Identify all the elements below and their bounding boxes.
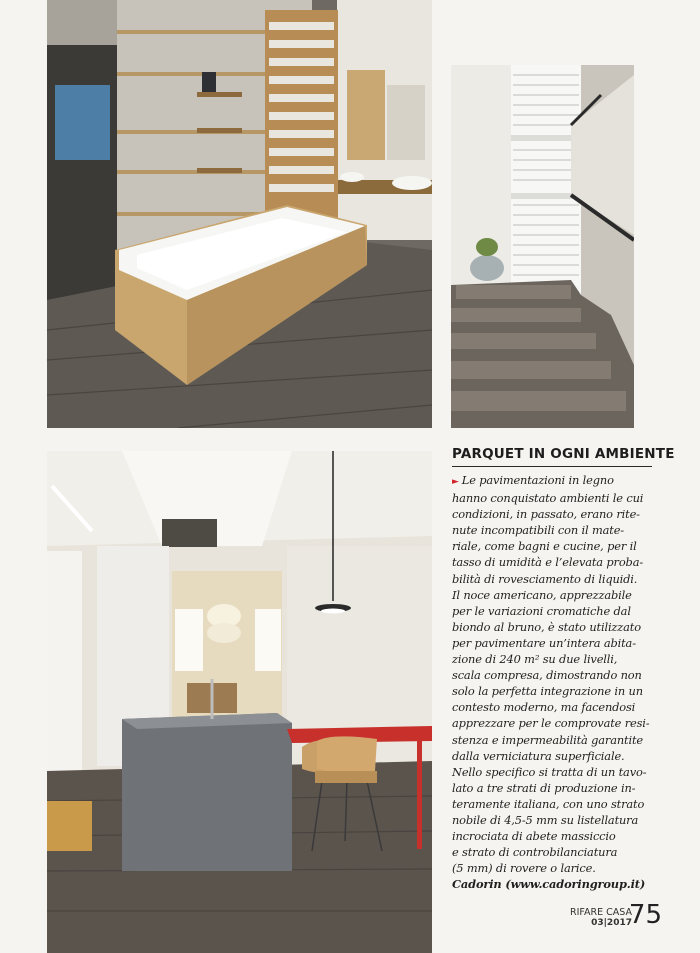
article-body (452, 472, 652, 892)
kitchen-photo (47, 451, 432, 953)
body-line: solo la perfetta integrazione in un (452, 684, 643, 699)
body-line: teramente italiana, con uno strato (452, 796, 645, 811)
article-credit: Cadorin (www.cadoringroup.it) (452, 877, 646, 892)
body-line: lato a tre strati di produzione in- (452, 780, 636, 795)
body-line: contesto moderno, ma facendosi (452, 700, 636, 715)
body-line: per le variazioni cromatiche dal (452, 603, 631, 618)
body-line: Nello specifico si tratta di un tavo- (452, 764, 647, 779)
page-number: 75 (628, 900, 662, 930)
magazine-info (570, 907, 632, 929)
bathroom-photo (47, 0, 432, 428)
body-line: biondo al bruno, è stato utilizzato (452, 619, 641, 634)
body-line: condizioni, in passato, erano rite- (452, 507, 640, 522)
body-line: incrociata di abete massiccio (452, 829, 616, 844)
body-line: apprezzare per le comprovate resi- (452, 716, 650, 731)
body-line: hanno conquistato ambienti le cui (452, 491, 644, 506)
body-line: e strato di controbilanciatura (452, 845, 618, 860)
body-line: Il noce americano, apprezzabile (452, 587, 632, 602)
body-line: scala compresa, dimostrando non (452, 668, 642, 683)
magazine-name: RIFARE CASA (570, 907, 632, 918)
body-line: bilità di rovesciamento di liquidi. (452, 571, 638, 586)
body-line: (5 mm) di rovere o larice. (452, 861, 596, 876)
body-line: per pavimentare un’intera abita- (452, 635, 636, 650)
body-line: zione di 240 m² su due livelli, (452, 652, 618, 667)
article (452, 446, 675, 892)
body-line: stenza e impermeabilità garantite (452, 732, 643, 747)
body-line: ► Le pavimentazioni in legno (452, 473, 614, 487)
bullet-icon: ► (452, 477, 459, 487)
page-folio (570, 900, 662, 930)
article-headline: PARQUET IN OGNI AMBIENTE (452, 446, 652, 467)
body-line: nute incompatibili con il mate- (452, 523, 624, 538)
issue-number: 03|2017 (591, 918, 632, 928)
body-line: tasso di umidità e l’elevata proba- (452, 555, 644, 570)
body-line: nobile di 4,5-5 mm su listellatura (452, 812, 639, 827)
staircase-photo (451, 65, 634, 428)
body-line: dalla verniciatura superficiale. (452, 748, 625, 763)
body-line: riale, come bagni e cucine, per il (452, 539, 637, 554)
